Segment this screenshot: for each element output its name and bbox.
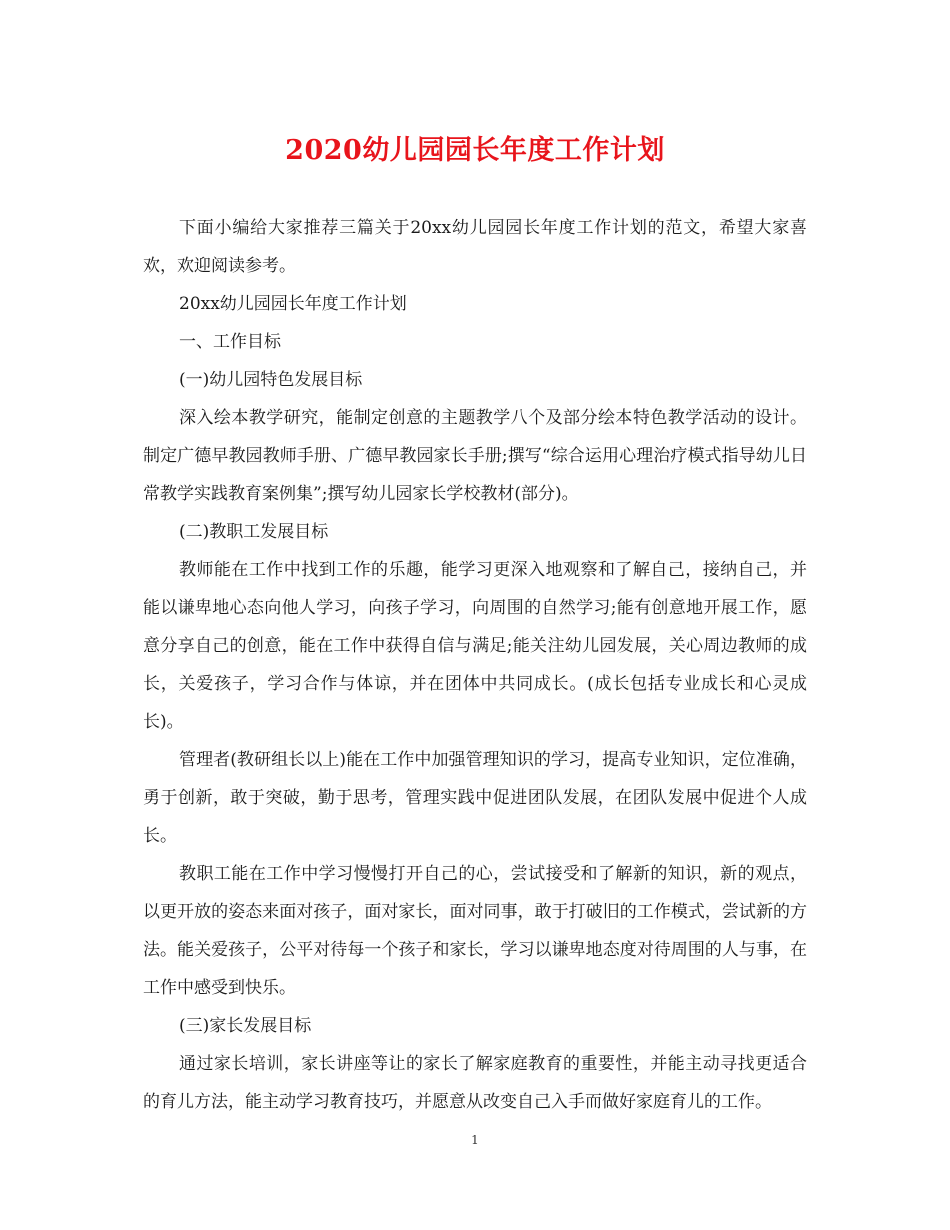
paragraph-manager-goals: 管理者(教研组长以上)能在工作中加强管理知识的学习，提高专业知识，定位准确，勇于创新，敢于突破，勤于思考，管理实践中促进团队发展，在团队发展中促进个人成长。 (143, 750, 807, 846)
heading-work-goals: 一、工作目标 (179, 332, 281, 352)
paragraph-teacher-goals: 教师能在工作中找到工作的乐趣，能学习更深入地观察和了解自己，接纳自己，并能以谦卑地心态向他人学习，向孩子学习，向周围的自然学习;能有创意地开展工作，愿意分享自己的创意，能在工作中获得自信与满足;能关注幼儿园发展，关心周边教师的成长，关爱孩子，学习合作与体谅，并在团体中共同成长。(成长包括专业成长和心灵成长)。 (143, 560, 807, 732)
document-body (143, 209, 807, 1121)
heading-parent-goals: (三)家长发展目标 (179, 1016, 312, 1036)
page-number: 1 (471, 1133, 479, 1147)
heading-staff-goals: (二)教职工发展目标 (179, 522, 329, 542)
heading-kindergarten-goals: (一)幼儿园特色发展目标 (179, 370, 363, 390)
document-title: 2020幼儿园园长年度工作计划 (285, 135, 665, 166)
paragraph-kindergarten-goals: 深入绘本教学研究，能制定创意的主题教学八个及部分绘本特色教学活动的设计。制定广德早教园教师手册、广德早教园家长手册;撰写“综合运用心理治疗模式指导幼儿日常教学实践教育案例集”;撰写幼儿园家长学校教材(部分)。 (143, 408, 807, 504)
paragraph-staff-goals: 教职工能在工作中学习慢慢打开自己的心，尝试接受和了解新的知识，新的观点，以更开放的姿态来面对孩子，面对家长，面对同事，敢于打破旧的工作模式，尝试新的方法。能关爱孩子，公平对待每一个孩子和家长，学习以谦卑地态度对待周围的人与事，在工作中感受到快乐。 (143, 864, 807, 998)
paragraph-parent-goals: 通过家长培训，家长讲座等让的家长了解家庭教育的重要性，并能主动寻找更适合的育儿方法，能主动学习教育技巧，并愿意从改变自己入手而做好家庭育儿的工作。 (143, 1054, 807, 1112)
paragraph-subtitle: 20xx幼儿园园长年度工作计划 (179, 294, 407, 314)
paragraph-intro: 下面小编给大家推荐三篇关于20xx幼儿园园长年度工作计划的范文，希望大家喜欢，欢迎阅读参考。 (143, 218, 807, 276)
